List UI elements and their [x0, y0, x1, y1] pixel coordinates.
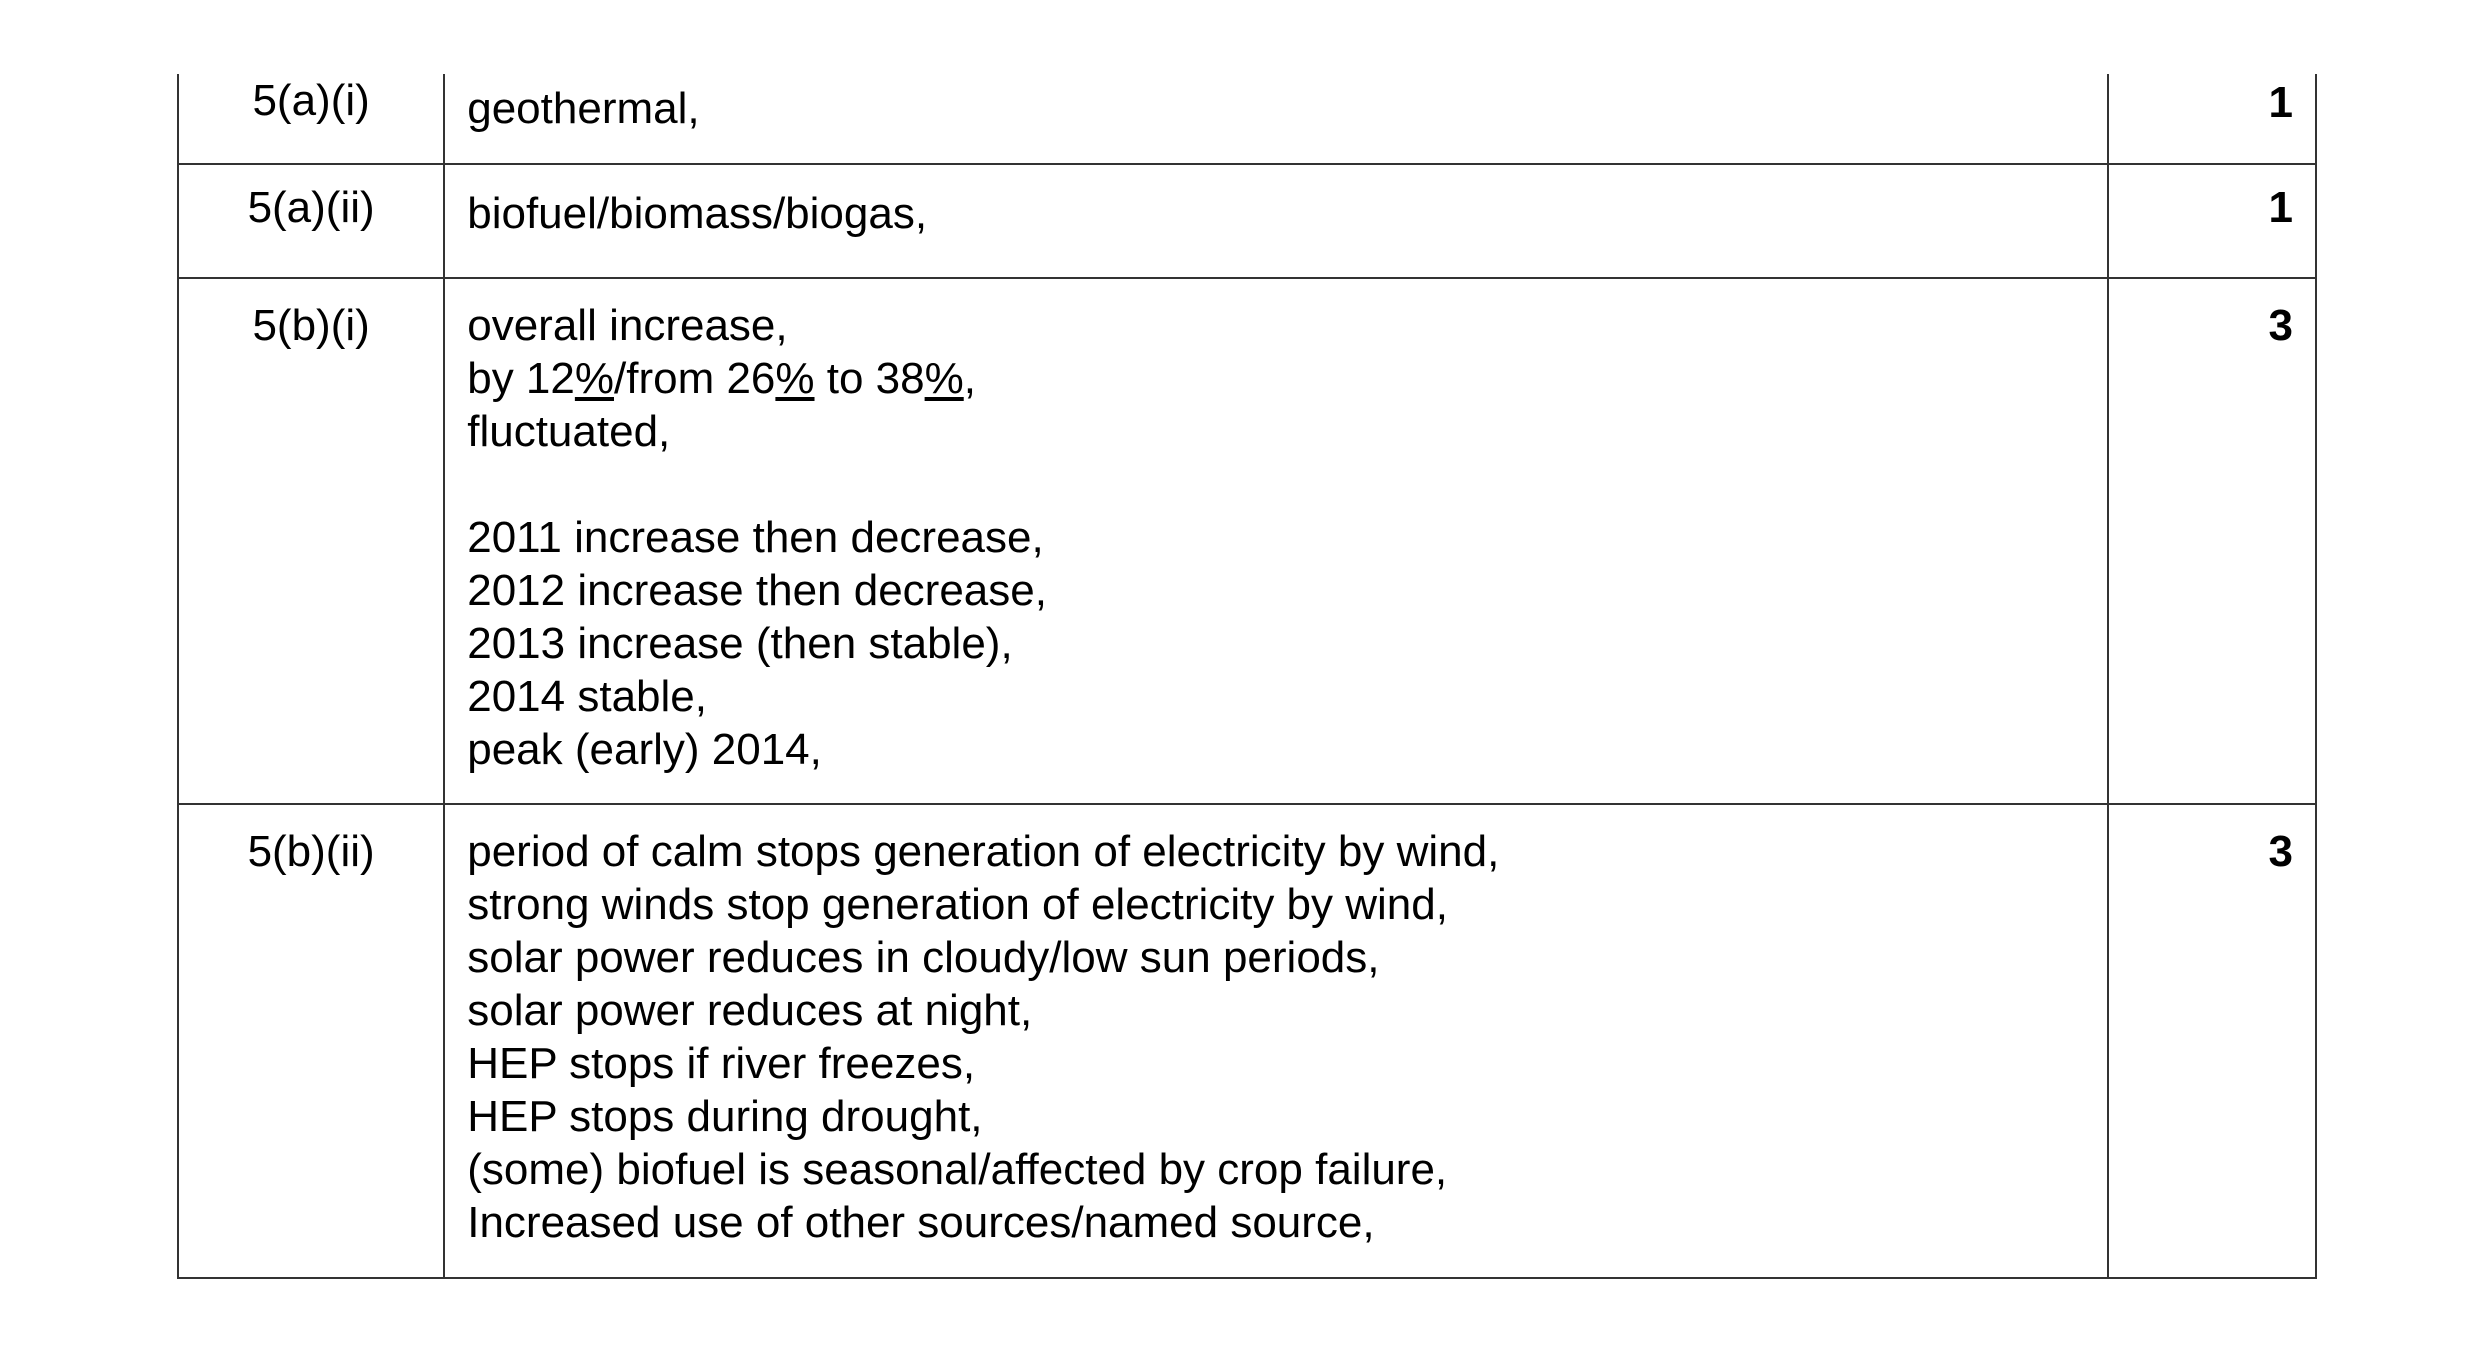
answer-line: fluctuated, [467, 407, 671, 456]
answer-line: HEP stops if river freezes, [467, 1039, 976, 1088]
marks-cell [2108, 74, 2316, 164]
marks-value: 3 [2268, 301, 2293, 350]
answer-line: peak (early) 2014, [467, 725, 822, 774]
marks-value: 1 [2268, 78, 2293, 127]
answer-gap [467, 458, 2107, 511]
answer-cell [444, 278, 2108, 804]
answer-line: solar power reduces at night, [467, 986, 1033, 1035]
answer-cell [444, 74, 2108, 164]
answer-line-percent: by 12%/from 26% to 38%, [467, 354, 976, 403]
answer-line: geothermal, [467, 84, 700, 133]
answer-line: 2011 increase then decrease, [467, 513, 1044, 562]
answer-line: (some) biofuel is seasonal/affected by crop failure, [467, 1145, 1448, 1194]
question-number-cell [178, 164, 444, 278]
percent-sign: % [574, 354, 614, 403]
table-row [178, 74, 2316, 164]
percent-sign: % [775, 354, 815, 403]
table-row [178, 278, 2316, 804]
marks-cell [2108, 164, 2316, 278]
answer-line: 2014 stable, [467, 672, 707, 721]
answer-cell [444, 164, 2108, 278]
answer-line: HEP stops during drought, [467, 1092, 983, 1141]
marks-value: 1 [2268, 183, 2293, 232]
answer-line: overall increase, [467, 301, 788, 350]
answer-line: 2012 increase then decrease, [467, 566, 1047, 615]
mark-scheme-table [177, 74, 2317, 1279]
marks-value: 3 [2268, 827, 2293, 876]
answer-cell [444, 804, 2108, 1278]
question-number-cell [178, 804, 444, 1278]
question-number: 5(a)(ii) [247, 183, 375, 232]
question-number: 5(a)(i) [252, 76, 370, 125]
answer-line: period of calm stops generation of electricity by wind, [467, 827, 1500, 876]
answer-line: biofuel/biomass/biogas, [467, 189, 928, 238]
question-number-cell [178, 278, 444, 804]
answer-line: 2013 increase (then stable), [467, 619, 1013, 668]
percent-sign: % [924, 354, 964, 403]
question-number: 5(b)(ii) [247, 827, 375, 876]
table-row [178, 164, 2316, 278]
question-number-cell [178, 74, 444, 164]
marks-cell [2108, 804, 2316, 1278]
answer-line: solar power reduces in cloudy/low sun periods, [467, 933, 1380, 982]
answer-line: strong winds stop generation of electricity by wind, [467, 880, 1448, 929]
table-row [178, 804, 2316, 1278]
answer-line: Increased use of other sources/named source, [467, 1198, 1375, 1247]
question-number: 5(b)(i) [252, 301, 370, 350]
marks-cell [2108, 278, 2316, 804]
